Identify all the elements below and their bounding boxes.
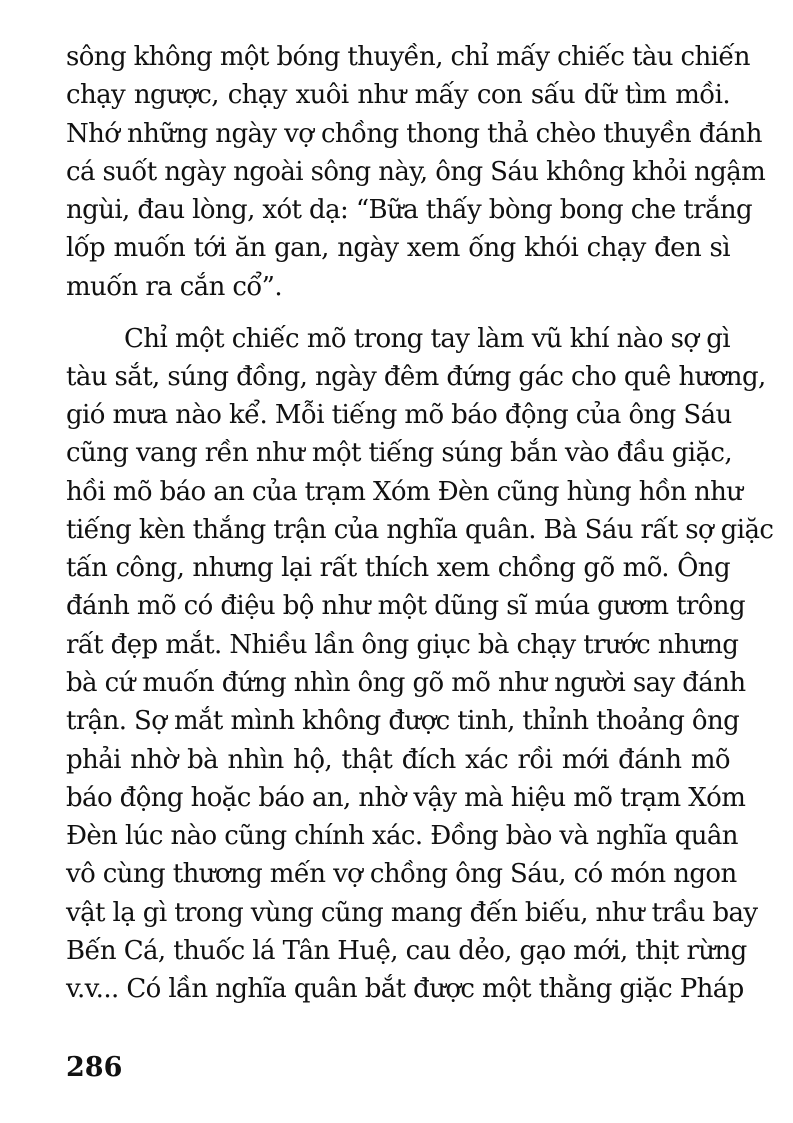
text-line: trận. Sợ mắt mình không được tinh, thỉnh thoảng ông <box>66 706 740 736</box>
text-line: muốn ra cắn cổ”. <box>66 272 283 302</box>
text-line: vật lạ gì trong vùng cũng mang đến biếu, như trầu bay <box>66 898 758 928</box>
text-line: tấn công, nhưng lại rất thích xem chồng gõ mõ. Ông <box>66 553 730 583</box>
text-line: cá suốt ngày ngoài sông này, ông Sáu không khỏi ngậm <box>66 157 766 187</box>
text-line: lốp muốn tới ăn gan, ngày xem ống khói chạy đen sì <box>66 233 730 263</box>
text-line: chạy ngược, chạy xuôi như mấy con sấu dữ tìm mồi. <box>66 80 730 110</box>
text-line: Nhớ những ngày vợ chồng thong thả chèo thuyền đánh <box>66 119 762 149</box>
text-line: phải nhờ bà nhìn hộ, thật đích xác rồi mới đánh mõ <box>66 745 730 775</box>
text-line: ngùi, đau lòng, xót dạ: “Bữa thấy bòng bong che trắng <box>66 195 753 225</box>
text-line: rất đẹp mắt. Nhiều lần ông giục bà chạy trước nhưng <box>66 630 739 660</box>
text-line: tiếng kèn thắng trận của nghĩa quân. Bà Sáu rất sợ giặc <box>66 515 774 545</box>
text-line: vô cùng thương mến vợ chồng ông Sáu, có món ngon <box>66 859 737 889</box>
text-line: bà cứ muốn đứng nhìn ông gõ mõ như người say đánh <box>66 668 746 698</box>
text-line: hồi mõ báo an của trạm Xóm Đèn cũng hùng hồn như <box>66 477 743 507</box>
text-line: v.v... Có lần nghĩa quân bắt được một thằng giặc Pháp <box>66 974 744 1004</box>
text-line: Đèn lúc nào cũng chính xác. Đồng bào và nghĩa quân <box>66 821 738 851</box>
text-line: Chỉ một chiếc mõ trong tay làm vũ khí nào sợ gì <box>124 324 730 354</box>
text-line: báo động hoặc báo an, nhờ vậy mà hiệu mõ trạm Xóm <box>66 783 746 813</box>
text-line: sông không một bóng thuyền, chỉ mấy chiếc tàu chiến <box>66 42 750 72</box>
text-line: Bến Cá, thuốc lá Tân Huệ, cau dẻo, gạo mới, thịt rừng <box>66 936 747 966</box>
text-line: tàu sắt, súng đồng, ngày đêm đứng gác cho quê hương, <box>66 362 766 392</box>
text-line: gió mưa nào kể. Mỗi tiếng mõ báo động của ông Sáu <box>66 400 732 430</box>
text-line: đánh mõ có điệu bộ như một dũng sĩ múa gươm trông <box>66 591 745 621</box>
page-number: 286 <box>66 1052 123 1083</box>
text-line: cũng vang rền như một tiếng súng bắn vào đầu giặc, <box>66 438 733 468</box>
